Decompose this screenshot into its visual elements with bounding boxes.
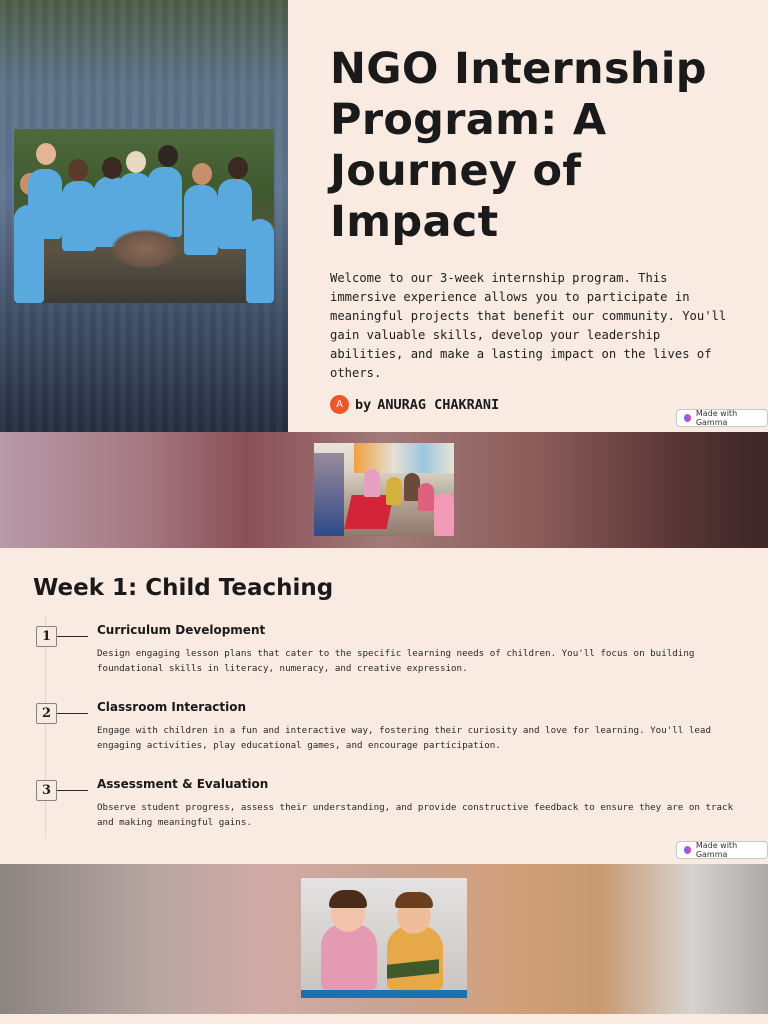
- photo-figure: [395, 892, 433, 908]
- reading-kids-banner: [0, 864, 768, 1014]
- title-block: [330, 44, 740, 414]
- photo-figure: [386, 477, 402, 505]
- step-connector: [57, 713, 88, 714]
- step-body: Engage with children in a fun and interactive way, fostering their curiosity and love for learning. You'll lead engaging activities, play educational games, and encourage participation.: [97, 725, 711, 751]
- photo-figure: [246, 219, 274, 303]
- step-connector: [57, 636, 88, 637]
- photo-figure: [418, 483, 434, 511]
- photo-figure: [387, 926, 443, 990]
- avatar: A: [330, 395, 349, 414]
- photo-figure: [434, 493, 454, 536]
- title-slide: [0, 0, 768, 432]
- reading-kids-photo: [301, 878, 467, 998]
- photo-figure: [126, 151, 146, 173]
- slide-side-panel: [0, 0, 288, 432]
- photo-figure: [62, 181, 96, 251]
- step-connector: [57, 790, 88, 791]
- gamma-logo-icon: [684, 846, 691, 854]
- page-title: NGO Internship Program: A Journey of Impact: [330, 44, 707, 247]
- photo-figure: [364, 469, 380, 497]
- timeline-line: [45, 616, 46, 838]
- week1-slide: [0, 548, 768, 864]
- volunteers-photo: [14, 129, 274, 303]
- photo-figure: [148, 167, 182, 237]
- photo-hands: [110, 229, 180, 269]
- gamma-logo-icon: [684, 414, 691, 422]
- photo-figure: [68, 159, 88, 181]
- made-with-gamma-label: Made with Gamma: [695, 841, 738, 859]
- intro-description: Welcome to our 3-week internship program. This immersive experience allows you to participate in meaningful projects that benefit our community. You'll gain valuable skills, develop your leadership abilities, and make a lasting impact on the lives of others.: [330, 271, 727, 380]
- photo-figure: [192, 163, 212, 185]
- photo-figure: [158, 145, 178, 167]
- step-number: 1: [36, 626, 57, 647]
- photo-figure: [321, 924, 377, 990]
- step-body: Observe student progress, assess their understanding, and provide constructive feedback to ensure they are on track and making meaningful gains.: [97, 802, 734, 828]
- author-name: ANURAG CHAKRANI: [377, 396, 500, 413]
- step-number: 3: [36, 780, 57, 801]
- photo-figure: [102, 157, 122, 179]
- made-with-gamma-badge[interactable]: [676, 841, 768, 859]
- classroom-photo: [314, 443, 454, 536]
- step-number: 2: [36, 703, 57, 724]
- step-heading: Curriculum Development: [97, 623, 266, 637]
- step-heading: Assessment & Evaluation: [97, 777, 269, 791]
- made-with-gamma-label: Made with Gamma: [695, 409, 738, 427]
- photo-figure: [28, 169, 62, 239]
- photo-figure: [184, 185, 218, 255]
- made-with-gamma-badge[interactable]: [676, 409, 768, 427]
- photo-figure: [329, 890, 367, 908]
- author-by-label: by: [355, 396, 372, 413]
- photo-figure: [228, 157, 248, 179]
- step-heading: Classroom Interaction: [97, 700, 247, 714]
- photo-figure: [36, 143, 56, 165]
- page-bottom: [0, 1014, 768, 1024]
- photo-watermark-strip: [301, 990, 467, 998]
- step-body: Design engaging lesson plans that cater to the specific learning needs of children. You'll focus on building foundational skills in literacy, numeracy, and creative expression.: [97, 648, 695, 674]
- section-title: Week 1: Child Teaching: [33, 575, 334, 601]
- photo-figure: [314, 453, 344, 536]
- classroom-banner: [0, 432, 768, 548]
